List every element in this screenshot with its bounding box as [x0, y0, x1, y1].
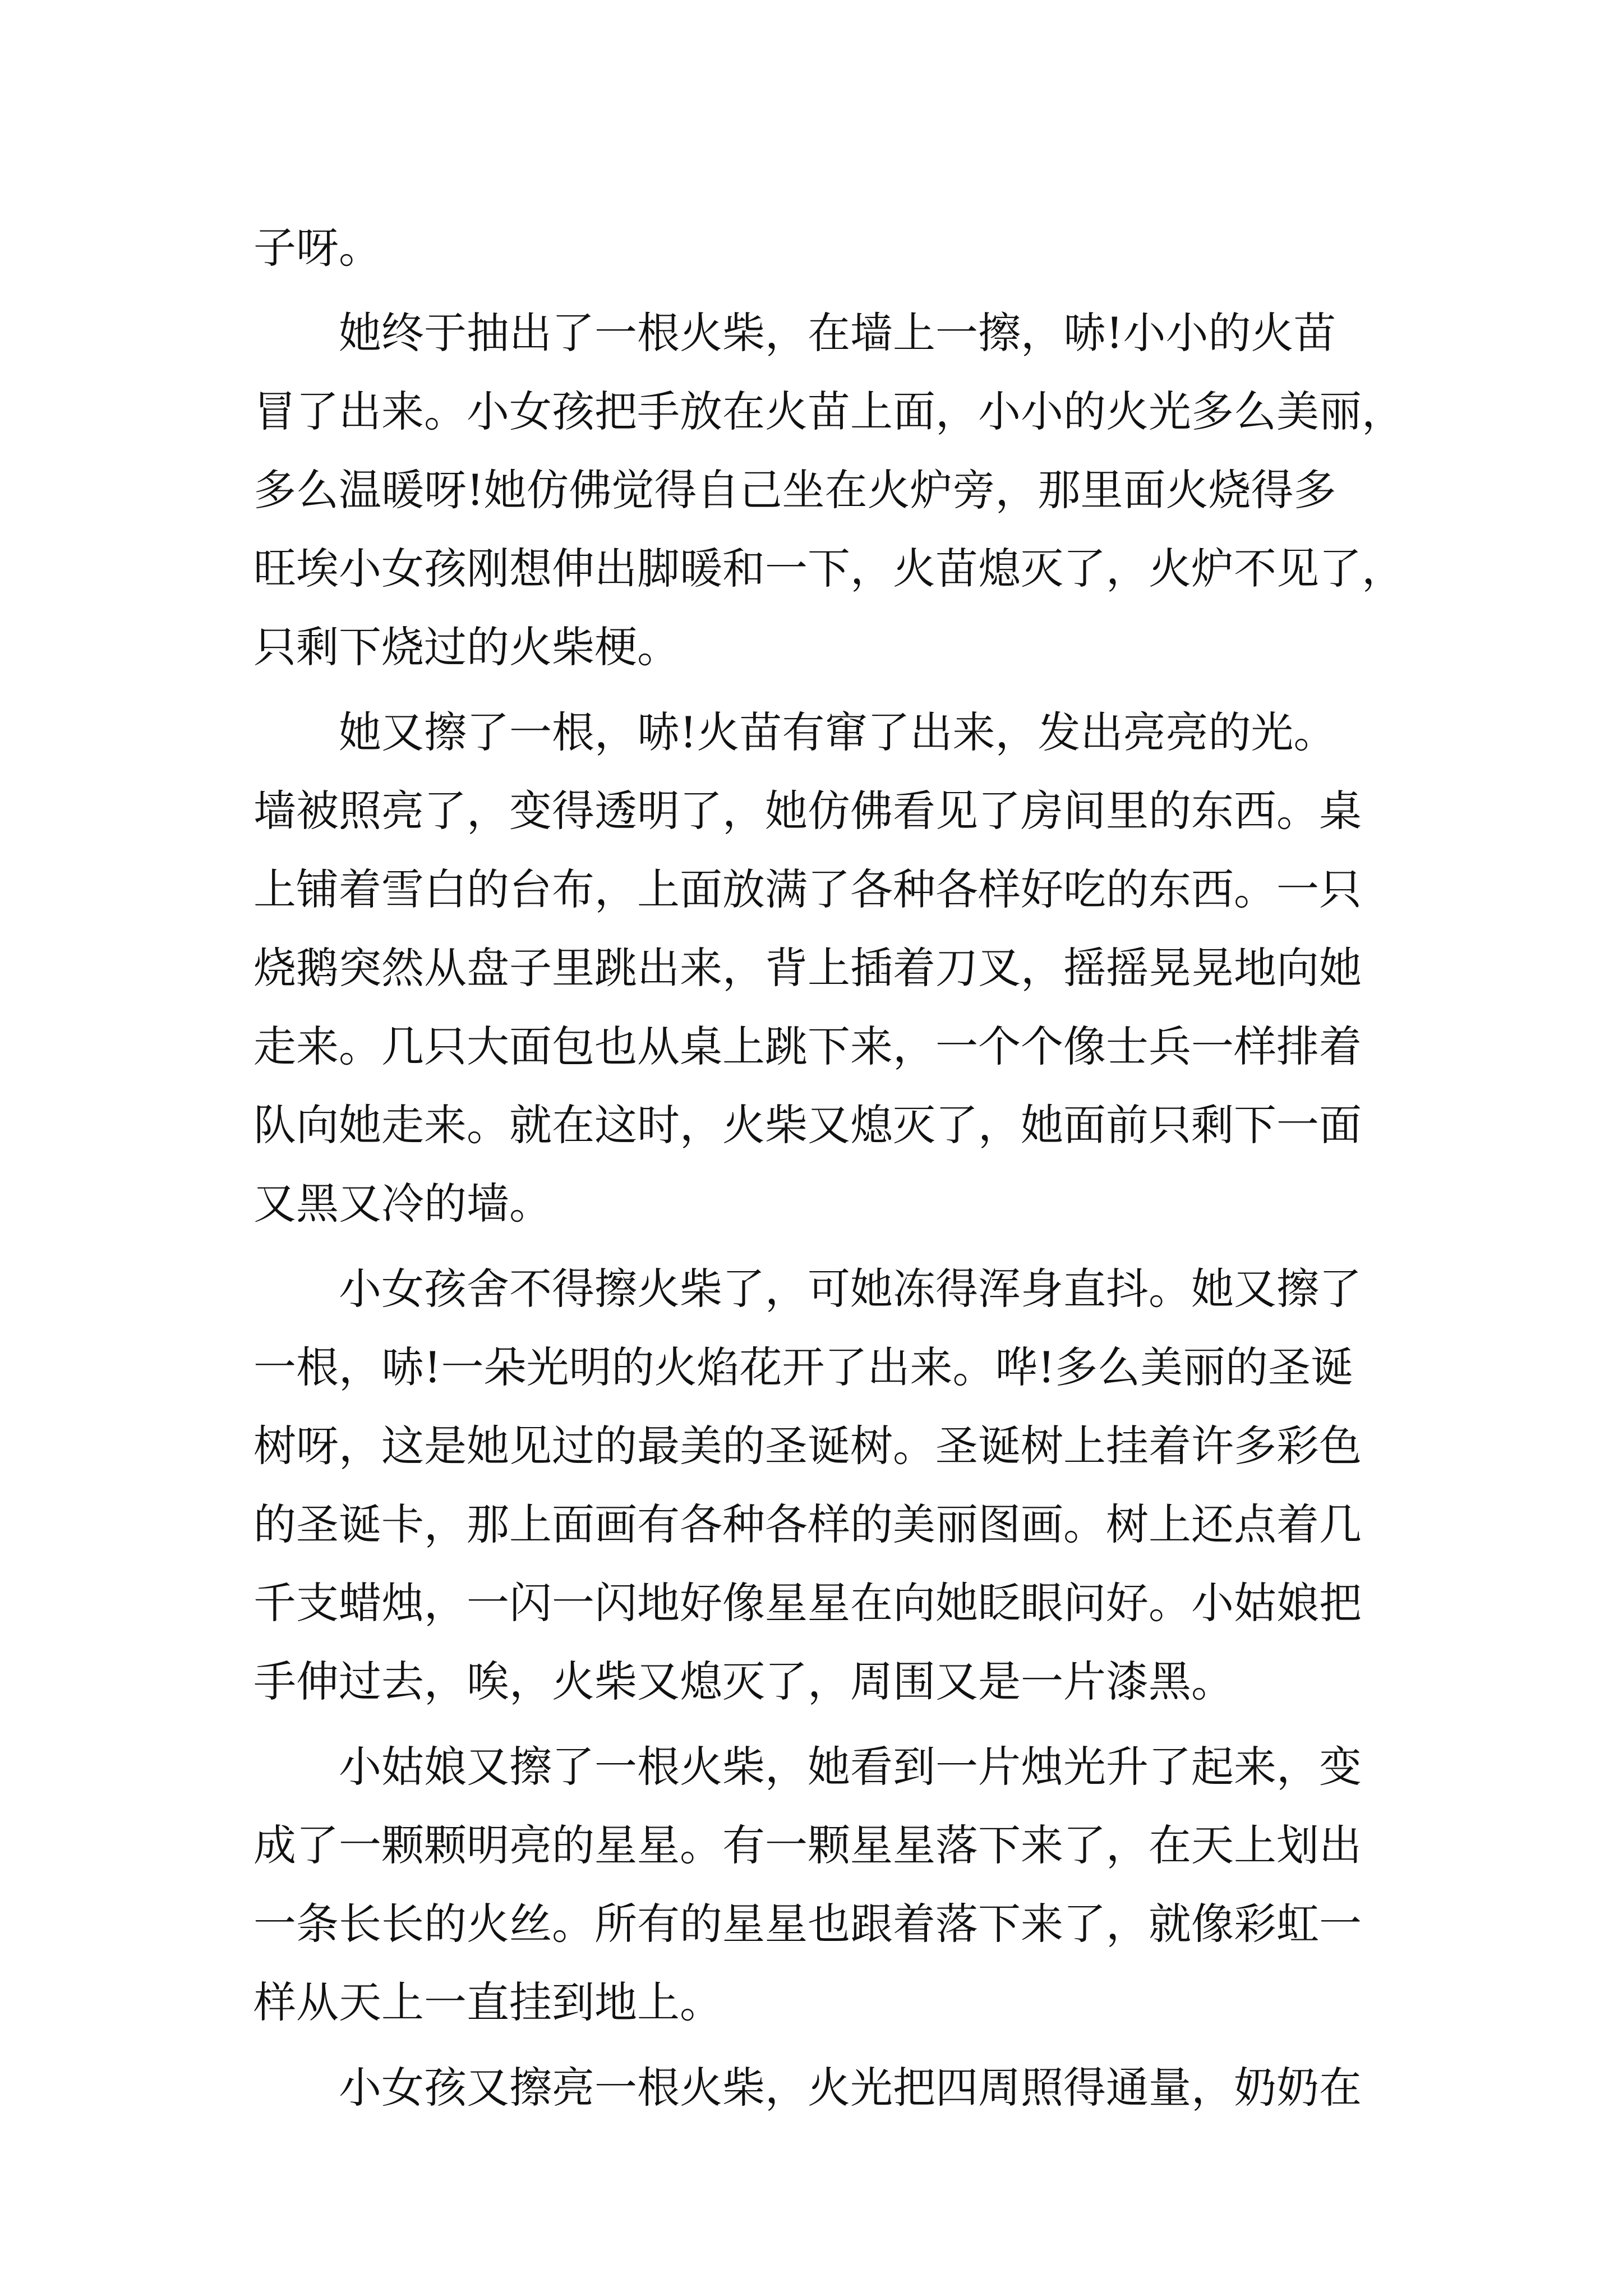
text-line: 冒了出来。小女孩把手放在火苗上面，小小的火光多么美丽，	[253, 386, 1404, 436]
text-line: 她又擦了一根，哧!火苗有窜了出来，发出亮亮的光。	[339, 707, 1336, 757]
paragraph-gap	[253, 287, 1375, 294]
text-line: 又黑又冷的墙。	[253, 1179, 552, 1228]
text-line: 小姑娘又擦了一根火柴，她看到一片烛光升了起来，变	[339, 1742, 1362, 1792]
paragraph-gap	[253, 2042, 1375, 2049]
text-line: 队向她走来。就在这时，火柴又熄灭了，她面前只剩下一面	[253, 1100, 1362, 1150]
text-line: 一根，哧!一朵光明的火焰花开了出来。哗!多么美丽的圣诞	[253, 1342, 1354, 1392]
text-line: 小女孩舍不得擦火柴了，可她冻得浑身直抖。她又擦了	[339, 1264, 1362, 1314]
text-line: 墙被照亮了，变得透明了，她仿佛看见了房间里的东西。桌	[253, 786, 1362, 836]
text-line: 她终于抽出了一根火柴，在墙上一擦，哧!小小的火苗	[339, 308, 1336, 358]
text-line: 多么温暖呀!她仿佛觉得自己坐在火炉旁，那里面火烧得多	[253, 465, 1336, 515]
text-line: 子呀。	[253, 223, 381, 273]
text-line: 样从天上一直挂到地上。	[253, 1977, 722, 2027]
paragraph-gap	[253, 1721, 1375, 1728]
text-line: 小女孩又擦亮一根火柴，火光把四周照得通量，奶奶在	[339, 2063, 1362, 2113]
document-body	[253, 209, 1404, 2127]
text-line: 树呀，这是她见过的最美的圣诞树。圣诞树上挂着许多彩色	[253, 1421, 1362, 1471]
text-line: 一条长长的火丝。所有的星星也跟着落下来了，就像彩虹一	[253, 1899, 1362, 1949]
paragraph-gap	[253, 1243, 1375, 1250]
text-line: 走来。几只大面包也从桌上跳下来，一个个像士兵一样排着	[253, 1022, 1362, 1071]
text-line: 的圣诞卡，那上面画有各种各样的美丽图画。树上还点着几	[253, 1499, 1362, 1549]
text-line: 上铺着雪白的台布，上面放满了各种各样好吃的东西。一只	[253, 864, 1362, 914]
text-line: 旺埃小女孩刚想伸出脚暖和一下，火苗熄灭了，火炉不见了，	[253, 544, 1404, 593]
paragraph-gap	[253, 687, 1375, 693]
text-line: 烧鹅突然从盘子里跳出来，背上插着刀叉，摇摇晃晃地向她	[253, 943, 1362, 993]
text-line: 成了一颗颗明亮的星星。有一颗星星落下来了，在天上划出	[253, 1820, 1362, 1870]
text-line: 手伸过去，唉，火柴又熄灭了，周围又是一片漆黑。	[253, 1657, 1234, 1706]
text-line: 只剩下烧过的火柴梗。	[253, 622, 680, 672]
text-line: 千支蜡烛，一闪一闪地好像星星在向她眨眼问好。小姑娘把	[253, 1578, 1362, 1628]
